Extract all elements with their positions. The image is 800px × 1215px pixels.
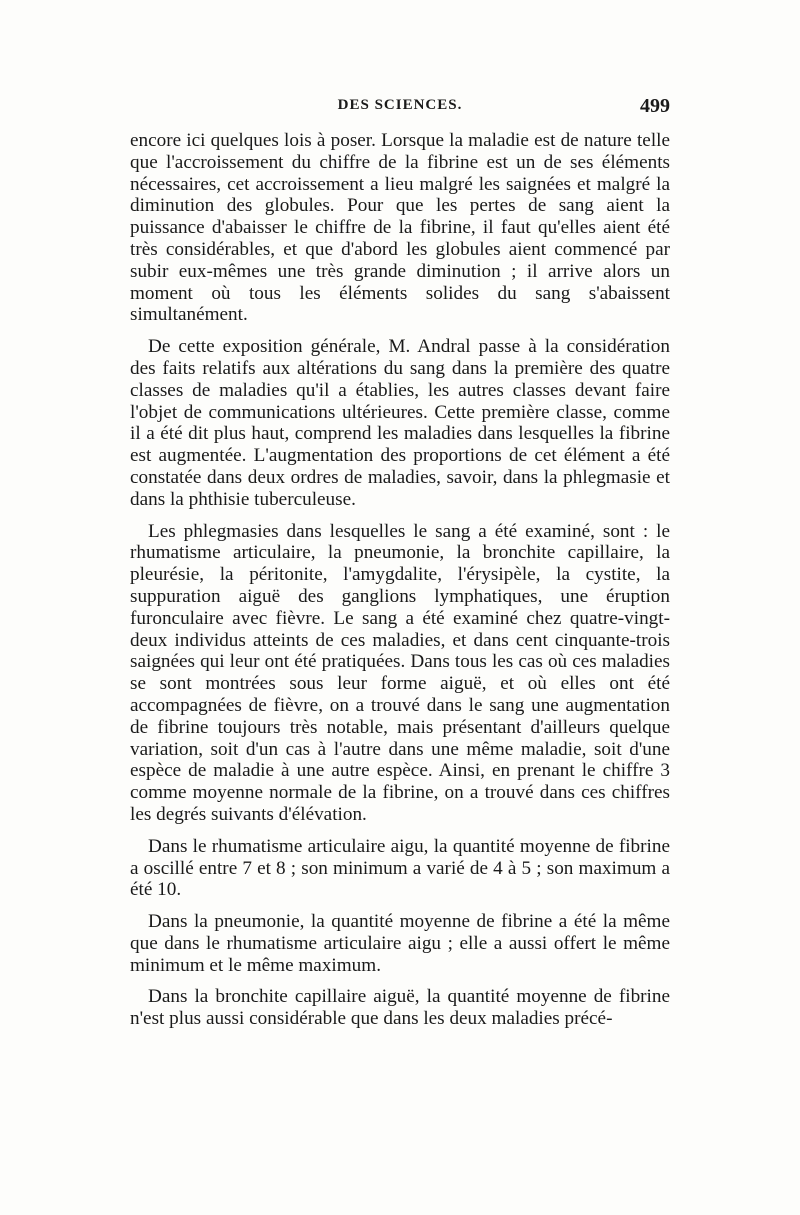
- paragraph: Dans le rhumatisme articulaire aigu, la quantité moyenne de fibrine a oscillé entre 7 et 8 ; son minimum a varié de 4 à 5 ; son maximum a été 10.: [130, 835, 670, 901]
- running-head: [130, 97, 670, 121]
- running-title: DES SCIENCES.: [337, 97, 463, 113]
- body-text: [130, 130, 670, 1040]
- paragraph: encore ici quelques lois à poser. Lorsque la maladie est de nature telle que l'accroissement du chiffre de la fibrine est un de ses éléments nécessaires, cet accroissement a lieu malgré les saignées et malgré la diminution des globules. Pour que les pertes de sang aient la puissance d'abaisser le chiffre de la fibrine, il faut qu'elles aient été très considérables, et que d'abord les globules aient commencé par subir eux-mêmes une très grande diminution ; il arrive alors un moment où tous les éléments solides du sang s'abaissent simultanément.: [130, 130, 670, 326]
- paragraph: Les phlegmasies dans lesquelles le sang a été examiné, sont : le rhumatisme articulaire, la pneumonie, la bronchite capillaire, la pleurésie, la péritonite, l'amygdalite, l'érysipèle, la cystite, la suppuration aiguë des ganglions lymphatiques, une éruption furonculaire avec fièvre. Le sang a été examiné chez quatre-vingt-deux individus atteints de ces maladies, et dans cent cinquante-trois saignées qui leur ont été pratiquées. Dans tous les cas où ces maladies se sont montrées sous leur forme aiguë, et où elles ont été accompagnées de fièvre, on a trouvé dans le sang une augmentation de fibrine toujours très notable, mais présentant d'ailleurs quelque variation, soit d'un cas à l'autre dans une même maladie, soit d'une espèce de maladie à une autre espèce. Ainsi, en prenant le chiffre 3 comme moyenne normale de la fibrine, on a trouvé dans ces chiffres les degrés suivants d'élévation.: [130, 520, 670, 825]
- paragraph: De cette exposition générale, M. Andral passe à la considération des faits relatifs aux altérations du sang dans la première des quatre classes de maladies qu'il a établies, les autres classes devant faire l'objet de communications ultérieures. Cette première classe, comme il a été dit plus haut, comprend les maladies dans lesquelles la fibrine est augmentée. L'augmentation des proportions de cet élément a été constatée dans deux ordres de maladies, savoir, dans la phlegmasie et dans la phthisie tuberculeuse.: [130, 336, 670, 510]
- page-number: 499: [640, 95, 670, 117]
- paragraph: Dans la bronchite capillaire aiguë, la quantité moyenne de fibrine n'est plus aussi considérable que dans les deux maladies précé-: [130, 986, 670, 1030]
- paragraph: Dans la pneumonie, la quantité moyenne de fibrine a été la même que dans le rhumatisme articulaire aigu ; elle a aussi offert le même minimum et le même maximum.: [130, 911, 670, 976]
